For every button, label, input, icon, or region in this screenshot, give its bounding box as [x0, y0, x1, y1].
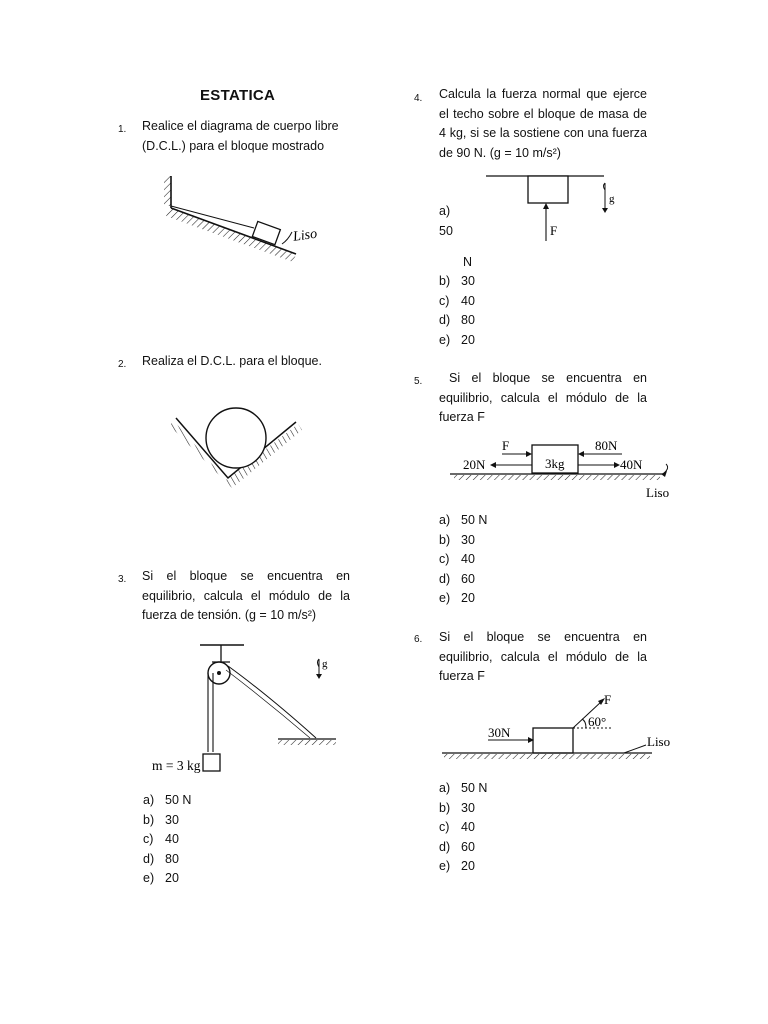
q4-option-a-unit: N: [463, 255, 473, 269]
gravity-label: g: [609, 193, 615, 205]
question-6-text: Si el bloque se encuentra en equilibrio, calcula el módulo de la fuerza F: [439, 630, 647, 684]
block: [533, 728, 573, 753]
q3-option-d[interactable]: d) 80: [143, 851, 179, 866]
question-2-text: Realiza el D.C.L. para el bloque.: [142, 354, 322, 368]
q4-option-c[interactable]: c) 40: [439, 293, 475, 308]
q6-option-b[interactable]: b) 30: [439, 800, 475, 815]
incline-figure: [150, 168, 350, 278]
question-1-number: 1.: [118, 124, 127, 135]
q6-option-a[interactable]: a) 50 N: [439, 781, 488, 795]
q3-option-b[interactable]: b) 30: [143, 812, 179, 827]
force-f-label: F: [502, 438, 510, 453]
q6-option-d[interactable]: d) 60: [439, 839, 475, 854]
surface-label: Liso: [647, 734, 671, 749]
force-40n-label: 40N: [620, 457, 643, 472]
question-2-number: 2.: [118, 359, 127, 370]
page-title: ESTATICA: [200, 87, 276, 104]
q3-option-a[interactable]: a) 50 N: [143, 793, 192, 807]
block-label: 3kg: [545, 456, 565, 471]
question-4-number: 4.: [414, 93, 423, 104]
q4-option-a[interactable]: a) 50: [439, 204, 453, 238]
question-1-text: Realice el diagrama de cuerpo libre (D.C.L.) para el bloque mostrado: [142, 119, 339, 153]
question-3-number: 3.: [118, 574, 127, 585]
q6-option-c[interactable]: c) 40: [439, 820, 475, 835]
gravity-label: g: [322, 658, 328, 670]
q3-option-e[interactable]: e) 20: [143, 871, 179, 886]
question-4-text: Calcula la fuerza normal que ejerce el techo sobre el bloque de masa de 4 kg, si se la sostiene con una fuerza de 90 N. (g = 10 m/s²): [439, 87, 647, 160]
question-3-text: Si el bloque se encuentra en equilibrio, calcula el módulo de la fuerza de tensión. (g = 10 m/s²): [142, 569, 350, 623]
q5-option-c[interactable]: c) 40: [439, 552, 475, 567]
q5-option-a[interactable]: a) 50 N: [439, 513, 488, 527]
hanging-block: [203, 754, 220, 771]
q4-option-e[interactable]: e) 20: [439, 332, 475, 347]
sphere-v-figure: [170, 402, 310, 492]
q6-option-e[interactable]: e) 20: [439, 859, 475, 874]
angle-label: 60°: [588, 714, 607, 729]
q4-option-b[interactable]: b) 30: [439, 274, 475, 288]
question-5-number: 5.: [414, 376, 423, 387]
horizontal-forces-figure: [446, 436, 686, 506]
force-80n-label: 80N: [595, 438, 618, 453]
ceiling-block-figure: [484, 173, 624, 245]
angled-force-figure: [440, 690, 680, 770]
sphere: [206, 408, 266, 468]
q5-option-d[interactable]: d) 60: [439, 571, 475, 586]
question-5-text: Si el bloque se encuentra en equilibrio, calcula el módulo de la fuerza F: [439, 371, 647, 425]
q5-option-b[interactable]: b) 30: [439, 532, 475, 547]
force-f-label: F: [604, 692, 612, 707]
pulley-figure: [148, 640, 368, 780]
force-20n-label: 20N: [463, 457, 486, 472]
question-6-number: 6.: [414, 634, 423, 645]
block: [528, 176, 568, 203]
mass-label: m = 3 kg: [152, 758, 201, 773]
incline-surface-label: Liso: [292, 226, 319, 245]
q3-option-c[interactable]: c) 40: [143, 832, 179, 847]
q5-option-e[interactable]: e) 20: [439, 591, 475, 606]
force-label: F: [550, 223, 558, 238]
surface-label: Liso: [646, 485, 670, 500]
force-30n-label: 30N: [488, 725, 511, 740]
q4-option-d[interactable]: d) 80: [439, 313, 475, 328]
